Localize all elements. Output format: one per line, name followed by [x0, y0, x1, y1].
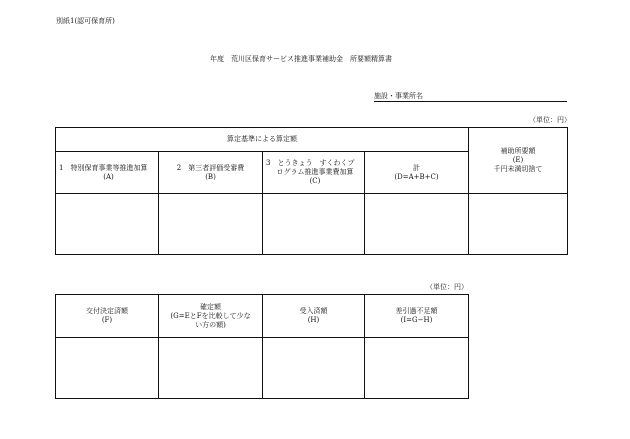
grant-decided-value[interactable] — [56, 338, 159, 399]
grant-decided-header: 交付決定済額 (F) — [56, 295, 159, 338]
calculation-table — [55, 127, 568, 255]
attachment-label: 別紙1(認可保育所) — [56, 17, 115, 25]
document-title: 年度 荒川区保育サービス推進事業補助金 所要額精算書 — [210, 55, 392, 63]
sukuwaku-program-header: 3 とうきょう すくわくプ ログラム推進事業費加算 (C) — [263, 152, 365, 194]
required-amount-header: 補助所要額 (E) 千円未満切捨て — [469, 128, 568, 194]
received-amount-header: 受入済額 (H) — [263, 295, 365, 338]
total-value[interactable] — [365, 194, 469, 255]
facility-name-line — [374, 101, 567, 102]
third-party-evaluation-value[interactable] — [159, 194, 263, 255]
special-childcare-header: 1 特別保育事業等推進加算 (A) — [56, 152, 159, 194]
facility-name-label: 施設・事業所名 — [374, 92, 423, 100]
third-party-evaluation-header: 2 第三者評価受審費 (B) — [159, 152, 263, 194]
total-header: 計 (D=A+B+C) — [365, 152, 469, 194]
unit-label-bottom: （単位：円） — [426, 283, 468, 291]
received-amount-value[interactable] — [263, 338, 365, 399]
calculation-group-header: 算定基準による算定額 — [56, 128, 469, 152]
balance-value[interactable] — [365, 338, 469, 399]
confirmed-amount-header: 確定額 (G=EとFを比較して少な い方の額) — [159, 295, 263, 338]
balance-header: 差引過不足額 (I=G−H) — [365, 295, 469, 338]
unit-label-top: （単位：円） — [529, 116, 571, 124]
required-amount-value[interactable] — [469, 194, 568, 255]
settlement-table — [55, 294, 469, 399]
sukuwaku-program-value[interactable] — [263, 194, 365, 255]
special-childcare-value[interactable] — [56, 194, 159, 255]
confirmed-amount-value[interactable] — [159, 338, 263, 399]
